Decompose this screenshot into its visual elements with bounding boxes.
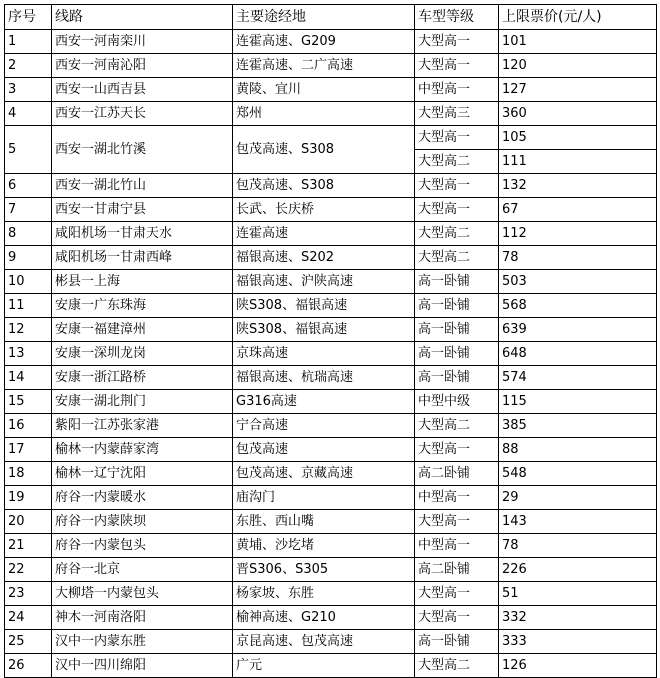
cell-price: 143 bbox=[499, 510, 657, 534]
cell-price: 127 bbox=[499, 78, 657, 102]
cell-grade: 大型高二 bbox=[415, 222, 499, 246]
cell-route: 咸阳机场一甘肃西峰 bbox=[52, 246, 233, 270]
cell-route: 西安一河南栾川 bbox=[52, 30, 233, 54]
cell-grade: 高一卧铺 bbox=[415, 342, 499, 366]
cell-no: 12 bbox=[5, 318, 52, 342]
cell-via: 郑州 bbox=[233, 102, 415, 126]
cell-grade: 大型高一 bbox=[415, 606, 499, 630]
table-row bbox=[5, 462, 657, 486]
cell-no: 15 bbox=[5, 390, 52, 414]
cell-route: 西安一江苏天长 bbox=[52, 102, 233, 126]
cell-price: 568 bbox=[499, 294, 657, 318]
cell-via: 东胜、西山嘴 bbox=[233, 510, 415, 534]
cell-route: 咸阳机场一甘肃天水 bbox=[52, 222, 233, 246]
cell-grade: 中型高一 bbox=[415, 78, 499, 102]
cell-grade: 高一卧铺 bbox=[415, 318, 499, 342]
cell-grade: 大型高一 bbox=[415, 126, 499, 150]
table-row bbox=[5, 486, 657, 510]
cell-no: 22 bbox=[5, 558, 52, 582]
cell-route: 大柳塔一内蒙包头 bbox=[52, 582, 233, 606]
table-row bbox=[5, 654, 657, 678]
cell-no: 23 bbox=[5, 582, 52, 606]
cell-price: 78 bbox=[499, 246, 657, 270]
table-row bbox=[5, 390, 657, 414]
cell-grade: 大型高一 bbox=[415, 198, 499, 222]
cell-price: 333 bbox=[499, 630, 657, 654]
cell-route: 西安一湖北竹溪 bbox=[52, 126, 233, 174]
cell-grade: 高二卧铺 bbox=[415, 462, 499, 486]
cell-via: 杨家坡、东胜 bbox=[233, 582, 415, 606]
cell-price: 105 bbox=[499, 126, 657, 150]
cell-via: 福银高速、沪陕高速 bbox=[233, 270, 415, 294]
cell-via: G316高速 bbox=[233, 390, 415, 414]
cell-no: 20 bbox=[5, 510, 52, 534]
cell-grade: 高二卧铺 bbox=[415, 558, 499, 582]
cell-price: 126 bbox=[499, 654, 657, 678]
table-row bbox=[5, 366, 657, 390]
cell-price: 574 bbox=[499, 366, 657, 390]
header-grade: 车型等级 bbox=[415, 5, 499, 30]
cell-via: 连霍高速、G209 bbox=[233, 30, 415, 54]
header-route: 线路 bbox=[52, 5, 233, 30]
cell-no: 21 bbox=[5, 534, 52, 558]
cell-no: 3 bbox=[5, 78, 52, 102]
table-row bbox=[5, 54, 657, 78]
table-row bbox=[5, 102, 657, 126]
table-row bbox=[5, 438, 657, 462]
cell-via: 包茂高速、京藏高速 bbox=[233, 462, 415, 486]
cell-price: 648 bbox=[499, 342, 657, 366]
cell-route: 府谷一内蒙包头 bbox=[52, 534, 233, 558]
cell-no: 8 bbox=[5, 222, 52, 246]
cell-via: 连霍高速、二广高速 bbox=[233, 54, 415, 78]
cell-grade: 大型高一 bbox=[415, 510, 499, 534]
cell-via: 福银高速、S202 bbox=[233, 246, 415, 270]
cell-no: 13 bbox=[5, 342, 52, 366]
cell-no: 6 bbox=[5, 174, 52, 198]
cell-no: 9 bbox=[5, 246, 52, 270]
cell-route: 西安一河南沁阳 bbox=[52, 54, 233, 78]
header-no: 序号 bbox=[5, 5, 52, 30]
cell-grade: 大型高一 bbox=[415, 438, 499, 462]
table-row bbox=[5, 558, 657, 582]
cell-price: 503 bbox=[499, 270, 657, 294]
cell-grade: 大型高二 bbox=[415, 150, 499, 174]
cell-route: 西安一甘肃宁县 bbox=[52, 198, 233, 222]
table-row bbox=[5, 198, 657, 222]
header-price: 上限票价(元/人) bbox=[499, 5, 657, 30]
cell-price: 111 bbox=[499, 150, 657, 174]
cell-no: 2 bbox=[5, 54, 52, 78]
cell-route: 府谷一北京 bbox=[52, 558, 233, 582]
table-row bbox=[5, 534, 657, 558]
cell-route: 府谷一内蒙陕坝 bbox=[52, 510, 233, 534]
cell-price: 101 bbox=[499, 30, 657, 54]
table-row bbox=[5, 318, 657, 342]
table-row bbox=[5, 174, 657, 198]
cell-route: 府谷一内蒙暖水 bbox=[52, 486, 233, 510]
cell-grade: 高一卧铺 bbox=[415, 366, 499, 390]
cell-route: 西安一山西吉县 bbox=[52, 78, 233, 102]
table-row bbox=[5, 246, 657, 270]
cell-grade: 大型高一 bbox=[415, 54, 499, 78]
cell-no: 26 bbox=[5, 654, 52, 678]
cell-grade: 高一卧铺 bbox=[415, 630, 499, 654]
cell-price: 360 bbox=[499, 102, 657, 126]
cell-no: 19 bbox=[5, 486, 52, 510]
cell-no: 16 bbox=[5, 414, 52, 438]
cell-grade: 大型高三 bbox=[415, 102, 499, 126]
cell-grade: 大型高二 bbox=[415, 654, 499, 678]
cell-via: 晋S306、S305 bbox=[233, 558, 415, 582]
cell-route: 神木一河南洛阳 bbox=[52, 606, 233, 630]
cell-price: 548 bbox=[499, 462, 657, 486]
cell-via: 连霍高速 bbox=[233, 222, 415, 246]
cell-price: 385 bbox=[499, 414, 657, 438]
table-row bbox=[5, 30, 657, 54]
cell-route: 彬县一上海 bbox=[52, 270, 233, 294]
cell-no: 11 bbox=[5, 294, 52, 318]
table-row bbox=[5, 342, 657, 366]
cell-via: 长武、长庆桥 bbox=[233, 198, 415, 222]
cell-route: 榆林一辽宁沈阳 bbox=[52, 462, 233, 486]
cell-grade: 大型高一 bbox=[415, 582, 499, 606]
cell-grade: 中型高一 bbox=[415, 486, 499, 510]
cell-via: 京昆高速、包茂高速 bbox=[233, 630, 415, 654]
cell-via: 黄陵、宜川 bbox=[233, 78, 415, 102]
cell-grade: 大型高一 bbox=[415, 30, 499, 54]
cell-no: 18 bbox=[5, 462, 52, 486]
cell-via: 广元 bbox=[233, 654, 415, 678]
cell-price: 120 bbox=[499, 54, 657, 78]
cell-price: 67 bbox=[499, 198, 657, 222]
cell-price: 51 bbox=[499, 582, 657, 606]
cell-price: 639 bbox=[499, 318, 657, 342]
cell-via: 京珠高速 bbox=[233, 342, 415, 366]
cell-no: 14 bbox=[5, 366, 52, 390]
cell-no: 5 bbox=[5, 126, 52, 174]
cell-no: 10 bbox=[5, 270, 52, 294]
cell-route: 汉中一内蒙东胜 bbox=[52, 630, 233, 654]
cell-price: 332 bbox=[499, 606, 657, 630]
cell-price: 112 bbox=[499, 222, 657, 246]
cell-grade: 大型高二 bbox=[415, 246, 499, 270]
cell-no: 1 bbox=[5, 30, 52, 54]
cell-route: 安康一福建漳州 bbox=[52, 318, 233, 342]
cell-via: 福银高速、杭瑞高速 bbox=[233, 366, 415, 390]
cell-via: 包茂高速 bbox=[233, 438, 415, 462]
cell-via: 黄埔、沙圪堵 bbox=[233, 534, 415, 558]
cell-price: 88 bbox=[499, 438, 657, 462]
cell-price: 115 bbox=[499, 390, 657, 414]
table-row bbox=[5, 606, 657, 630]
table-row bbox=[5, 294, 657, 318]
cell-route: 汉中一四川绵阳 bbox=[52, 654, 233, 678]
header-via: 主要途经地 bbox=[233, 5, 415, 30]
table-row bbox=[5, 582, 657, 606]
cell-via: 包茂高速、S308 bbox=[233, 174, 415, 198]
cell-via: 宁合高速 bbox=[233, 414, 415, 438]
fare-table-container bbox=[4, 4, 657, 678]
cell-grade: 中型高一 bbox=[415, 534, 499, 558]
cell-route: 榆林一内蒙薛家湾 bbox=[52, 438, 233, 462]
cell-no: 4 bbox=[5, 102, 52, 126]
cell-no: 24 bbox=[5, 606, 52, 630]
cell-route: 安康一湖北荆门 bbox=[52, 390, 233, 414]
cell-via: 榆神高速、G210 bbox=[233, 606, 415, 630]
table-row bbox=[5, 222, 657, 246]
cell-route: 西安一湖北竹山 bbox=[52, 174, 233, 198]
cell-price: 132 bbox=[499, 174, 657, 198]
cell-route: 安康一广东珠海 bbox=[52, 294, 233, 318]
table-body bbox=[5, 30, 657, 678]
table-row bbox=[5, 630, 657, 654]
cell-via: 庙沟门 bbox=[233, 486, 415, 510]
table-row bbox=[5, 510, 657, 534]
table-row bbox=[5, 78, 657, 102]
cell-grade: 大型高一 bbox=[415, 174, 499, 198]
cell-via: 陕S308、福银高速 bbox=[233, 294, 415, 318]
cell-price: 226 bbox=[499, 558, 657, 582]
table-row bbox=[5, 414, 657, 438]
cell-no: 7 bbox=[5, 198, 52, 222]
cell-price: 78 bbox=[499, 534, 657, 558]
table-row bbox=[5, 126, 657, 150]
cell-no: 17 bbox=[5, 438, 52, 462]
cell-grade: 中型中级 bbox=[415, 390, 499, 414]
fare-table bbox=[4, 4, 657, 678]
cell-price: 29 bbox=[499, 486, 657, 510]
cell-via: 陕S308、福银高速 bbox=[233, 318, 415, 342]
cell-via: 包茂高速、S308 bbox=[233, 126, 415, 174]
cell-route: 安康一深圳龙岗 bbox=[52, 342, 233, 366]
cell-no: 25 bbox=[5, 630, 52, 654]
table-row bbox=[5, 270, 657, 294]
table-header-row bbox=[5, 5, 657, 30]
cell-grade: 高一卧铺 bbox=[415, 270, 499, 294]
cell-grade: 大型高二 bbox=[415, 414, 499, 438]
cell-route: 安康一浙江路桥 bbox=[52, 366, 233, 390]
cell-grade: 高一卧铺 bbox=[415, 294, 499, 318]
cell-route: 紫阳一江苏张家港 bbox=[52, 414, 233, 438]
